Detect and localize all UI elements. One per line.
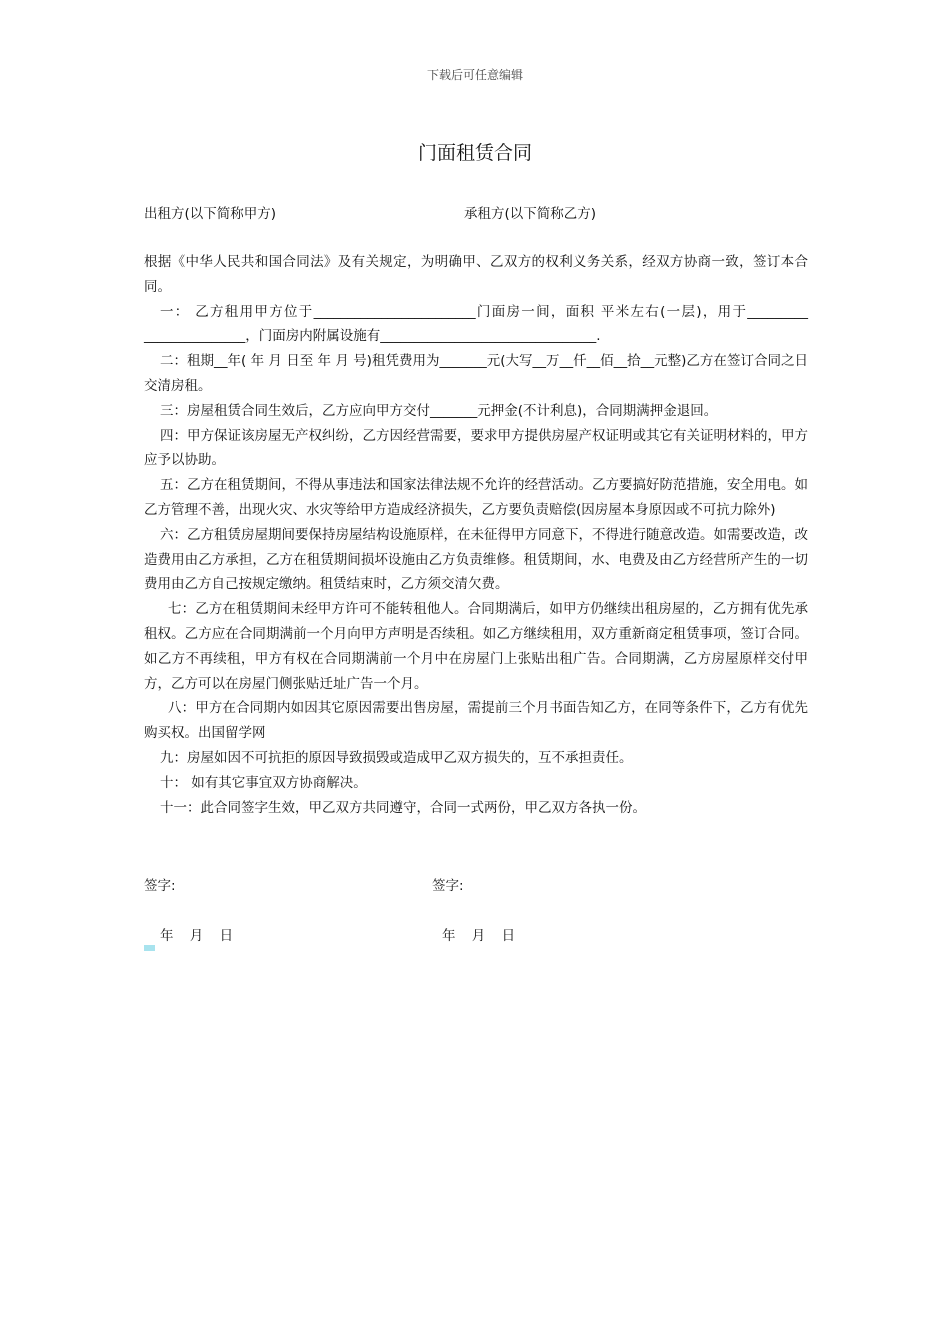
- clause-7: 七：乙方在租赁期间未经甲方许可不能转租他人。合同期满后，如甲方仍继续出租房屋的，乙方拥有优先承租权。乙方应在合同期满前一个月向甲方声明是否续租。如乙方继续租用，双方重新商定租赁事项，签订合同。如乙方不再续租，甲方有权在合同期满前一个月中在房屋门上张贴出租广告。合同期满，乙方房屋原样交付甲方，乙方可以在房屋门侧张贴迁址广告一个月。: [144, 601, 808, 692]
- clause-11: 十一：此合同签字生效，甲乙双方共同遵守，合同一式两份，甲乙双方各执一份。: [160, 799, 646, 816]
- lessor-label: 出租方(以下简称甲方): [144, 206, 277, 222]
- date-row: [144, 924, 814, 944]
- contract-body: [144, 250, 808, 820]
- clause-5: 五：乙方在租赁期间，不得从事违法和国家法律法规不允许的经营活动。乙方要搞好防范措施，安全用电。如乙方管理不善，出现火灾、水灾等给甲方造成经济损失，乙方要负责赔偿(因房屋本身原因或不可抗力除外): [144, 477, 808, 518]
- clause-4: 四：甲方保证该房屋无产权纠纷，乙方因经营需要，要求甲方提供房屋产权证明或其它有关证明材料的，甲方应予以协助。: [144, 427, 808, 469]
- intro-paragraph: 根据《中华人民共和国合同法》及有关规定，为明确甲、乙双方的权利义务关系，经双方协商一致，签订本合同。: [144, 254, 808, 295]
- lessor-signature-label: 签字:: [144, 878, 176, 894]
- lessee-label: 承租方(以下简称乙方): [464, 206, 597, 222]
- lessor-date: 年 月 日: [160, 928, 234, 944]
- clause-1: 一： 乙方租用甲方位于________________________门面房一间，面积 平米左右(一层)，用于_________ _______________，门面房内附属设施有________________________________.: [144, 303, 808, 345]
- parties-row: [144, 202, 814, 222]
- clause-8: 八：甲方在合同期内如因其它原因需要出售房屋，需提前三个月书面告知乙方，在同等条件下，乙方有优先购买权。出国留学网: [144, 700, 808, 742]
- clause-6: 六：乙方租赁房屋期间要保持房屋结构设施原样，在未征得甲方同意下，不得进行随意改造。如需要改造，改造费用由乙方承担，乙方在租赁期间损坏设施由乙方负责维修。租赁期间，水、电费及由乙方经营所产生的一切费用由乙方自己按规定缴纳。租赁结束时，乙方须交清欠费。: [144, 526, 808, 593]
- text-cursor-marker: [144, 945, 155, 951]
- clause-2: 二：租期__年( 年 月 日至 年 月 号)租凭费用为_______元(大写__万__仟__佰__拾__元整)乙方在签订合同之日交清房租。: [144, 353, 808, 394]
- clause-9: 九：房屋如因不可抗拒的原因导致损毁或造成甲乙双方损失的，互不承担责任。: [160, 749, 633, 766]
- lessee-date: 年 月 日: [442, 928, 516, 944]
- lessee-signature-label: 签字:: [432, 878, 464, 894]
- header-note: 下载后可任意编辑: [426, 68, 523, 82]
- signature-row: [144, 874, 814, 894]
- clause-10: 十： 如有其它事宜双方协商解决。: [160, 774, 367, 791]
- document-title: 门面租赁合同: [417, 142, 532, 164]
- clause-3: 三：房屋租赁合同生效后，乙方应向甲方交付_______元押金(不计利息)，合同期满押金退回。: [160, 402, 718, 419]
